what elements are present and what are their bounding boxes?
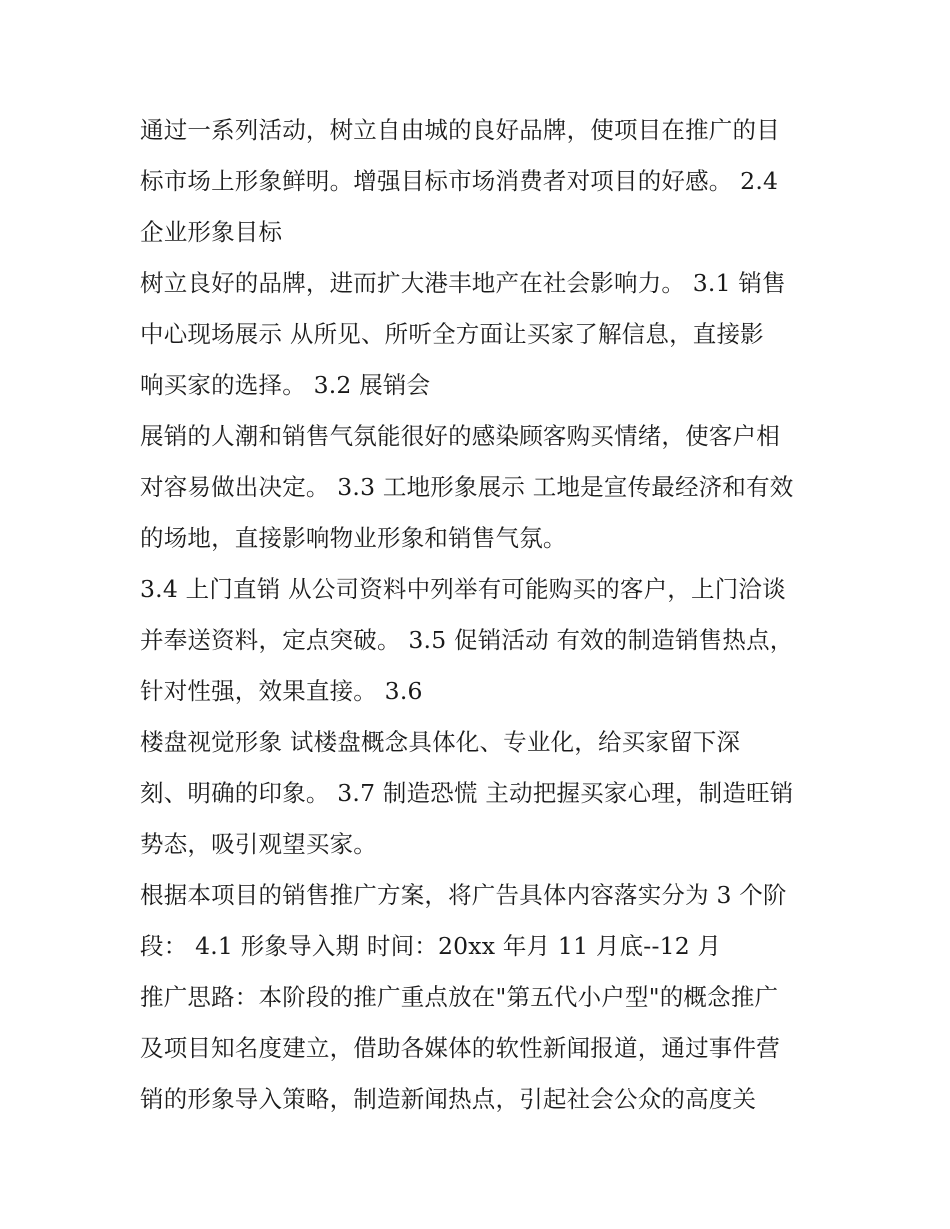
text-line-15: 势态，吸引观望买家。 xyxy=(140,830,377,858)
text-line-7: 展销的人潮和销售气氛能很好的感染顾客购买情绪，使客户相 xyxy=(140,422,780,450)
text-line-16: 根据本项目的销售推广方案，将广告具体内容落实分为 3 个阶 xyxy=(140,881,787,909)
text-line-8: 对容易做出决定。 3.3 工地形象展示 工地是宣传最经济和有效 xyxy=(140,473,794,501)
text-line-11: 并奉送资料，定点突破。 3.5 促销活动 有效的制造销售热点， xyxy=(140,626,794,654)
text-line-14: 刻、明确的印象。 3.7 制造恐慌 主动把握买家心理，制造旺销 xyxy=(140,779,794,807)
text-line-2: 标市场上形象鲜明。增强目标市场消费者对项目的好感。 2.4 xyxy=(140,167,779,195)
text-line-12: 针对性强，效果直接。 3.6 xyxy=(140,677,423,705)
text-line-4: 树立良好的品牌，进而扩大港丰地产在社会影响力。 3.1 销售 xyxy=(140,269,786,297)
text-line-9: 的场地，直接影响物业形象和销售气氛。 xyxy=(140,524,567,552)
text-line-20: 销的形象导入策略，制造新闻热点，引起社会公众的高度关 xyxy=(140,1085,757,1113)
text-line-1: 通过一系列活动，树立自由城的良好品牌，使项目在推广的目 xyxy=(140,116,780,144)
text-line-5: 中心现场展示 从所见、所听全方面让买家了解信息，直接影 xyxy=(140,320,764,348)
body-text xyxy=(140,108,830,1128)
text-line-19: 及项目知名度建立，借助各媒体的软性新闻报道，通过事件营 xyxy=(140,1034,780,1062)
text-line-10: 3.4 上门直销 从公司资料中列举有可能购买的客户，上门洽谈 xyxy=(140,575,786,603)
text-line-3: 企业形象目标 xyxy=(140,218,283,246)
text-line-13: 楼盘视觉形象 试楼盘概念具体化、专业化，给买家留下深 xyxy=(140,728,741,756)
text-line-18: 推广思路：本阶段的推广重点放在"第五代小户型"的概念推广 xyxy=(140,983,779,1011)
text-line-6: 响买家的选择。 3.2 展销会 xyxy=(140,371,431,399)
text-line-17: 段： 4.1 形象导入期 时间：20xx 年月 11 月底--12 月 xyxy=(140,932,722,960)
